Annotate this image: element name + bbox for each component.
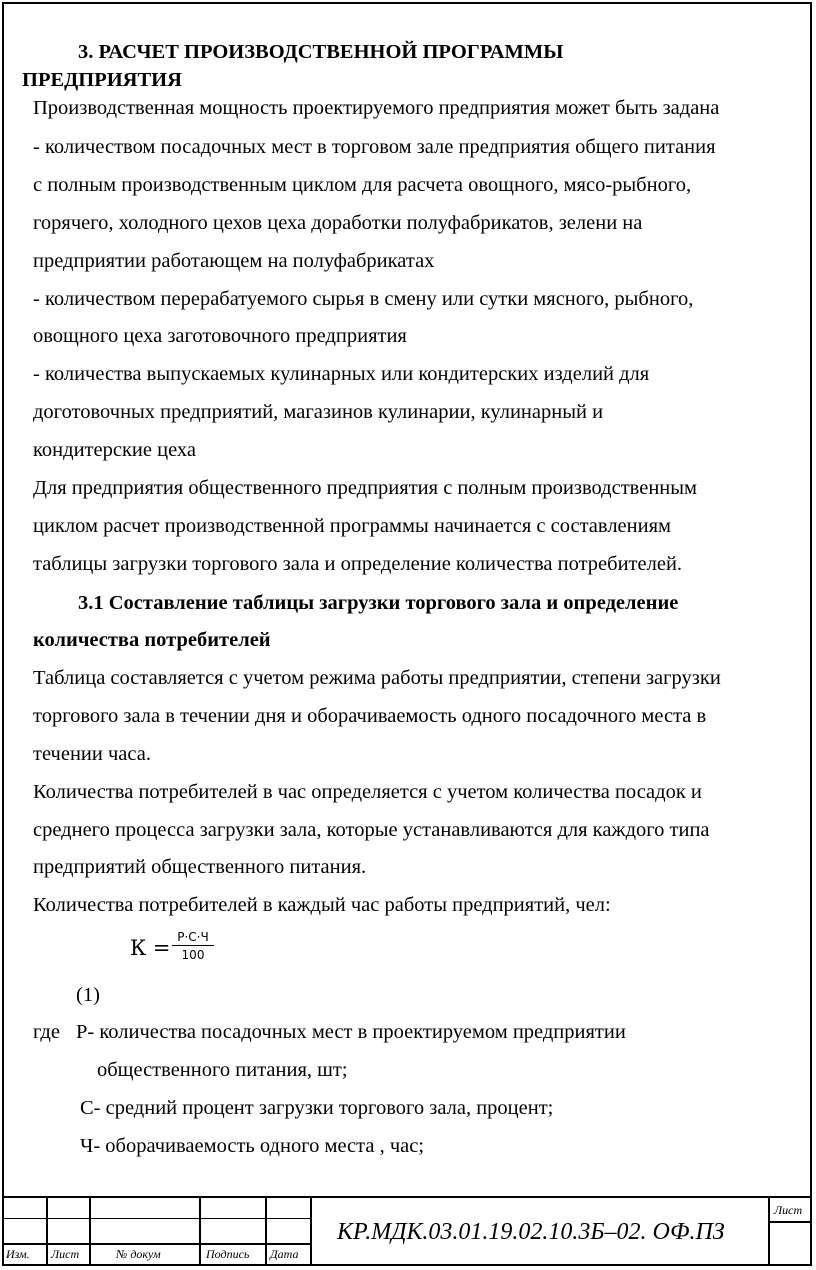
body-line: таблицы загрузки торгового зала и определение количества потребителей. (33, 553, 683, 575)
body-line: - количеством посадочных мест в торговом зале предприятия общего питания (33, 136, 716, 158)
stamp-border-top (2, 1196, 812, 1198)
stamp-podpis: Подпись (206, 1247, 250, 1261)
stamp-col-line (768, 1196, 770, 1266)
body-line: Таблица составляется с учетом режима работы предприятии, степени загрузки (33, 667, 721, 689)
body-line: кондитерские цеха (33, 439, 196, 461)
stamp-row-line (768, 1221, 812, 1223)
body-line: овощного цеха заготовочного предприятия (33, 325, 407, 347)
document-code: КР.МДК.03.01.19.02.10.3Б–02. ОФ.ПЗ (337, 1219, 725, 1245)
formula-fraction (172, 930, 214, 962)
subsection-heading-line2: количества потребителей (33, 629, 271, 651)
stamp-data: Дата (270, 1247, 299, 1261)
definition-p-line1: Р- количества посадочных мест в проектируемом предприятии (76, 1021, 626, 1043)
formula-lhs: К = (130, 936, 171, 960)
definition-c: С- средний процент загрузки торгового зала, процент; (80, 1097, 554, 1119)
stamp-izm: Изм. (6, 1247, 30, 1261)
body-line: предприятий общественного питания. (33, 856, 367, 878)
formula-denominator: 100 (181, 948, 205, 962)
body-line: - количеством перерабатуемого сырья в смену или сутки мясного, рыбного, (33, 288, 694, 310)
body-line: Количества потребителей в каждый час работы предприятий, чел: (33, 894, 611, 916)
body-line: Для предприятия общественного предприятия с полным производственным (33, 477, 698, 499)
formula-numerator: Р·С·Ч (172, 930, 214, 946)
body-line: Производственная мощность проектируемого предприятия может быть задана (33, 97, 720, 119)
stamp-dokum: № докум (116, 1247, 161, 1261)
section-heading-line1: 3. РАСЧЕТ ПРОИЗВОДСТВЕННОЙ ПРОГРАММЫ (78, 41, 564, 63)
body-line: торгового зала в течении дня и оборачиваемость одного посадочного места в (33, 705, 707, 727)
body-line: циклом расчет производственной программы начинается с составлениям (33, 515, 671, 537)
formula-number: (1) (76, 984, 100, 1006)
definition-ch: Ч- оборачиваемость одного места , час; (80, 1135, 425, 1157)
body-line: горячего, холодного цехов цеха доработки полуфабрикатов, зелени на (33, 212, 643, 234)
stamp-col-line (199, 1196, 201, 1266)
section-heading-line2: ПРЕДПРИЯТИЯ (22, 69, 182, 91)
subsection-heading-line1: 3.1 Составление таблицы загрузки торгового зала и определение (78, 592, 679, 614)
where-label: где (33, 1021, 60, 1043)
stamp-col-line (310, 1196, 312, 1266)
definition-p-line2: общественного питания, шт; (97, 1059, 348, 1081)
body-line: предприятии работающем на полуфабрикатах (33, 250, 435, 272)
stamp-sheet-label: Лист (774, 1203, 803, 1217)
body-line: - количества выпускаемых кулинарных или кондитерских изделий для (33, 363, 650, 385)
stamp-col-line (265, 1196, 267, 1266)
stamp-col-line (46, 1196, 48, 1266)
body-line: Количества потребителей в час определяется с учетом количества посадок и (33, 781, 702, 803)
body-line: доготовочных предприятий, магазинов кулинарии, кулинарный и (33, 401, 604, 423)
body-line: с полным производственным циклом для расчета овощного, мясо-рыбного, (33, 174, 692, 196)
body-line: течении часа. (33, 743, 151, 765)
body-line: среднего процесса загрузки зала, которые устанавливаются для каждого типа (33, 819, 710, 841)
stamp-col-line (89, 1196, 91, 1266)
stamp-list: Лист (51, 1247, 80, 1261)
